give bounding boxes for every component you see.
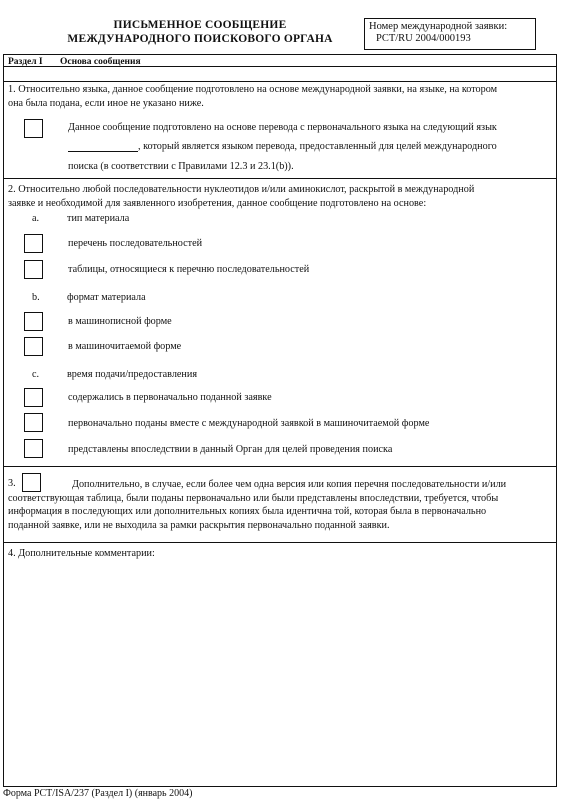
sequence-tables-label: таблицы, относящиеся к перечню последовательностей <box>68 264 310 275</box>
electronic-form-checkbox[interactable] <box>24 337 43 356</box>
furnished-subsequently-label: представлены впоследствии в данный Орган для целей проведения поиска <box>68 444 393 455</box>
section-number: Раздел I <box>8 57 43 67</box>
furnished-subsequently-checkbox[interactable] <box>24 439 43 458</box>
title-line-1: ПИСЬМЕННОЕ СООБЩЕНИЕ <box>113 19 287 31</box>
translation-option-line-1: Данное сообщение подготовлено на основе перевода с первоначального языка на следующий язык <box>68 122 497 133</box>
item2-text-line-1: 2. Относительно любой последовательности нуклеотидов и/или аминокислот, раскрытой в международной <box>8 184 475 195</box>
subitem-c-title: время подачи/предоставления <box>67 369 198 380</box>
translation-option-line-3: поиска (в соответствии с Правилами 12.3 и 23.1(b)). <box>68 161 294 172</box>
item2-text-line-2: заявке и необходимой для заявленного изобретения, данное сообщение подготовлено на основе: <box>8 197 427 209</box>
item1-text-line-1: 1. Относительно языка, данное сообщение подготовлено на основе международной заявки, на языке, на котором <box>8 84 498 95</box>
subitem-b-title: формат материала <box>67 292 146 303</box>
item2-divider <box>3 178 557 179</box>
translation-language-field[interactable] <box>68 141 138 152</box>
subitem-c-label: c. <box>32 369 40 380</box>
subitem-b-label: b. <box>32 292 40 303</box>
additional-comments-area[interactable] <box>4 562 556 784</box>
item3-divider <box>3 466 557 467</box>
translation-checkbox[interactable] <box>24 119 43 138</box>
item3-text <box>8 478 556 532</box>
contained-in-application-checkbox[interactable] <box>24 388 43 407</box>
filed-together-label: первоначально поданы вместе с международной заявкой в машиночитаемой форме <box>68 418 430 429</box>
subitem-a-title: тип материала <box>67 213 130 224</box>
form-title <box>60 18 340 46</box>
item4-text: 4. Дополнительные комментарии: <box>8 548 155 559</box>
application-number-label: Номер международной заявки: <box>369 21 508 32</box>
item3-line-4: поданной заявке, или не выходила за рамки раскрытия первоначально поданной заявки. <box>8 519 390 531</box>
translation-option-line-2 <box>68 141 497 152</box>
item2-text <box>8 183 556 210</box>
application-number: PCT/RU 2004/000193 <box>376 33 471 44</box>
item3-line-3: информация в последующих или дополнительных копиях была идентична той, которая была в первоначально <box>8 506 487 517</box>
item1-divider <box>3 81 557 82</box>
paper-form-label: в машинописной форме <box>68 316 172 327</box>
sequence-tables-checkbox[interactable] <box>24 260 43 279</box>
electronic-form-label: в машиночитаемой форме <box>68 341 182 352</box>
sequence-listing-checkbox[interactable] <box>24 234 43 253</box>
subitem-a-label: a. <box>32 213 40 224</box>
filed-together-checkbox[interactable] <box>24 413 43 432</box>
item4-divider <box>3 542 557 543</box>
sequence-listing-label: перечень последовательностей <box>68 238 203 249</box>
item3-number: 3. <box>8 478 16 489</box>
form-footer: Форма PCT/ISA/237 (Раздел I) (январь 2004) <box>3 788 193 799</box>
item1-text-line-2: она была подана, если иное не указано ниже. <box>8 97 204 109</box>
contained-in-application-label: содержались в первоначально поданной заявке <box>68 392 272 403</box>
translation-option-text-2: , который является языком перевода, предоставленный для целей международного <box>138 141 497 152</box>
paper-form-checkbox[interactable] <box>24 312 43 331</box>
item3-line-2: соответствующая таблица, были поданы первоначально или были представлены впоследствии, требуется, чтобы <box>8 492 499 504</box>
section-title: Основа сообщения <box>60 57 141 67</box>
title-line-2: МЕЖДУНАРОДНОГО ПОИСКОВОГО ОРГАНА <box>67 33 333 45</box>
item3-line-1: Дополнительно, в случае, если более чем одна версия или копия перечня последовательности и/или <box>72 479 507 490</box>
item1-text <box>8 83 556 110</box>
